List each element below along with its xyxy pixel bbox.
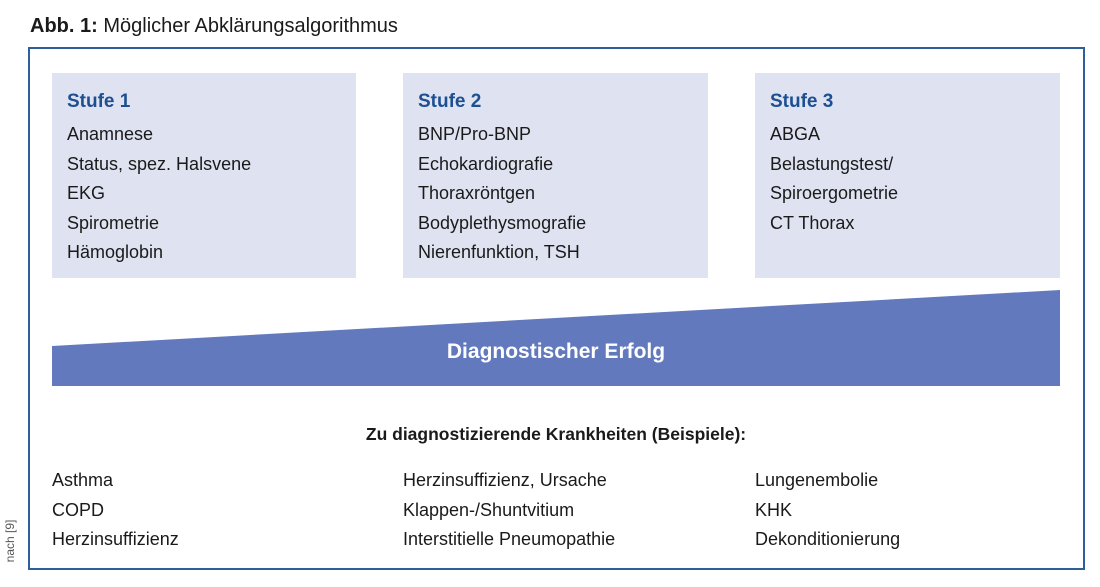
stage-title: Stufe 3 (770, 91, 834, 112)
stage-item: Anamnese (67, 124, 154, 144)
stage-item: Echokardiografie (418, 153, 554, 174)
stage-box-3 (755, 73, 1060, 278)
disease-item: Herzinsuffizienz, Ursache (403, 470, 607, 490)
disease-item: Interstitielle Pneumopathie (403, 529, 616, 549)
stage-item: Bodyplethysmografie (418, 212, 587, 233)
success-label: Diagnostischer Erfolg (446, 340, 666, 363)
disease-item: Asthma (52, 470, 114, 490)
stage-box-2 (403, 73, 708, 278)
disease-item: KHK (755, 499, 793, 520)
stage-item: BNP/Pro-BNP (418, 124, 532, 144)
stage-item: Status, spez. Halsvene (67, 153, 252, 174)
stage-title: Stufe 2 (418, 91, 482, 112)
stage-box-1 (52, 73, 356, 278)
stage-item: Nierenfunktion, TSH (418, 242, 580, 262)
disease-item: Lungenembolie (755, 470, 879, 490)
stage-item: Thoraxröntgen (418, 183, 536, 203)
stage-item: Spiroergometrie (770, 183, 899, 203)
source-note (0, 505, 20, 577)
disease-item: COPD (52, 499, 105, 520)
diseases-column-2 (403, 466, 615, 555)
disease-item: Herzinsuffizienz (52, 529, 179, 549)
stage-item: ABGA (770, 124, 821, 144)
stage-title: Stufe 1 (67, 91, 131, 112)
figure-label: Abb. 1: (30, 15, 98, 37)
stage-item: Spirometrie (67, 212, 160, 233)
disease-item: Dekonditionierung (755, 529, 901, 549)
diseases-column-3 (755, 466, 900, 555)
diseases-title: Zu diagnostizierende Krankheiten (Beispiele): (365, 424, 747, 444)
stage-item: Hämoglobin (67, 242, 164, 262)
stage-item: EKG (67, 183, 106, 203)
diseases-column-1 (52, 466, 179, 555)
figure-title-text: Möglicher Abklärungsalgorithmus (103, 15, 398, 37)
source-note-text: nach [9] (3, 519, 17, 563)
disease-item: Klappen-/Shuntvitium (403, 499, 575, 520)
success-wedge (52, 290, 1060, 386)
stage-item: Belastungstest/ (770, 153, 894, 174)
figure-title (30, 15, 398, 38)
success-wedge-shape (52, 290, 1060, 386)
stage-item: CT Thorax (770, 212, 855, 233)
